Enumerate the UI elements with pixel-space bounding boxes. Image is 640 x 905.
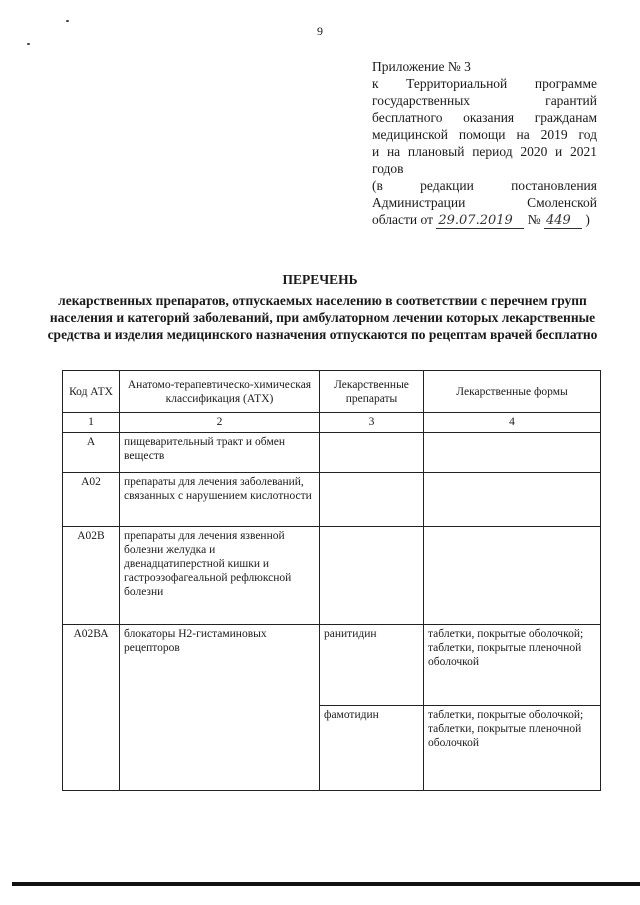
- form-cell: [424, 625, 601, 791]
- handwritten-number: 449: [544, 214, 582, 229]
- atx-code: А02: [63, 473, 120, 527]
- drug-form: таблетки, покрытые пленочной оболочкой: [428, 642, 582, 668]
- form-cell: [424, 473, 601, 527]
- header-cell: Лекарственные препараты: [320, 371, 424, 413]
- atx-code: А02ВА: [63, 625, 120, 791]
- column-number: 2: [120, 413, 320, 433]
- table-row: [63, 433, 601, 473]
- drug-cell: [320, 625, 424, 791]
- document-title: ПЕРЕЧЕНЬ: [282, 272, 358, 287]
- appendix-line: Приложение № 3: [372, 59, 471, 74]
- closing-paren: ): [585, 212, 590, 227]
- appendix-line: бесплатного оказания гражданам: [372, 110, 597, 125]
- table-row: [63, 473, 601, 527]
- appendix-last-line: [372, 211, 597, 229]
- atx-code: А02В: [63, 527, 120, 625]
- drug-cell: [320, 433, 424, 473]
- appendix-line: медицинской помощи на 2019 год: [372, 127, 597, 142]
- atx-class: препараты для лечения язвенной болезни желудка и двенадцатиперстной кишки и гастроэзофагеальной рефлюксной болезни: [120, 527, 320, 625]
- appendix-line: годов: [372, 161, 404, 176]
- column-number: 1: [63, 413, 120, 433]
- form-cell: [424, 433, 601, 473]
- drug-name: ранитидин: [320, 625, 423, 706]
- appendix-line: к Территориальной программе: [372, 76, 597, 91]
- appendix-prefix: области от: [372, 212, 433, 227]
- page-number: 9: [317, 24, 323, 38]
- header-cell: Код АТХ: [63, 371, 120, 413]
- document-subtitle: лекарственных препаратов, отпускаемых населению в соответствии с перечнем групп населения и категорий заболеваний, при амбулаторном лечении которых лекарственные средства и изделия медицинского назначения отпускаются по рецептам врачей бесплатно: [47, 293, 598, 342]
- scan-speck: [27, 43, 30, 45]
- drug-cell: [320, 473, 424, 527]
- table-row: [63, 625, 601, 791]
- drug-forms: [424, 706, 600, 790]
- column-number-row: [63, 413, 601, 433]
- appendix-line: и на плановый период 2020 и 2021: [372, 144, 597, 159]
- drug-form: таблетки, покрытые оболочкой;: [428, 709, 584, 721]
- bottom-scan-rule: [12, 882, 640, 886]
- number-sign: №: [527, 212, 541, 227]
- appendix-block: [372, 58, 597, 229]
- appendix-line: Администрации Смоленской: [372, 195, 597, 210]
- drug-form: таблетки, покрытые оболочкой;: [428, 628, 584, 640]
- atx-table: [62, 370, 601, 791]
- form-cell: [424, 527, 601, 625]
- atx-class: блокаторы Н2-гистаминовых рецепторов: [120, 625, 320, 791]
- drug-forms: [424, 625, 600, 706]
- drug-cell: [320, 527, 424, 625]
- column-number: 3: [320, 413, 424, 433]
- drug-form: таблетки, покрытые пленочной оболочкой: [428, 723, 582, 749]
- drug-name: фамотидин: [324, 709, 379, 721]
- header-row: [63, 371, 601, 413]
- atx-class: препараты для лечения заболеваний, связанных с нарушением кислотности: [120, 473, 320, 527]
- header-cell: Лекарственные формы: [424, 371, 601, 413]
- appendix-line: государственных гарантий: [372, 93, 597, 108]
- atx-class: пищеварительный тракт и обмен веществ: [120, 433, 320, 473]
- table-row: [63, 527, 601, 625]
- header-cell: Анатомо-терапевтическо-химическая классификация (АТХ): [120, 371, 320, 413]
- column-number: 4: [424, 413, 601, 433]
- scan-speck: [66, 20, 69, 22]
- appendix-line: (в редакции постановления: [372, 178, 597, 193]
- atx-code: А: [63, 433, 120, 473]
- handwritten-date: 29.07.2019: [436, 214, 524, 229]
